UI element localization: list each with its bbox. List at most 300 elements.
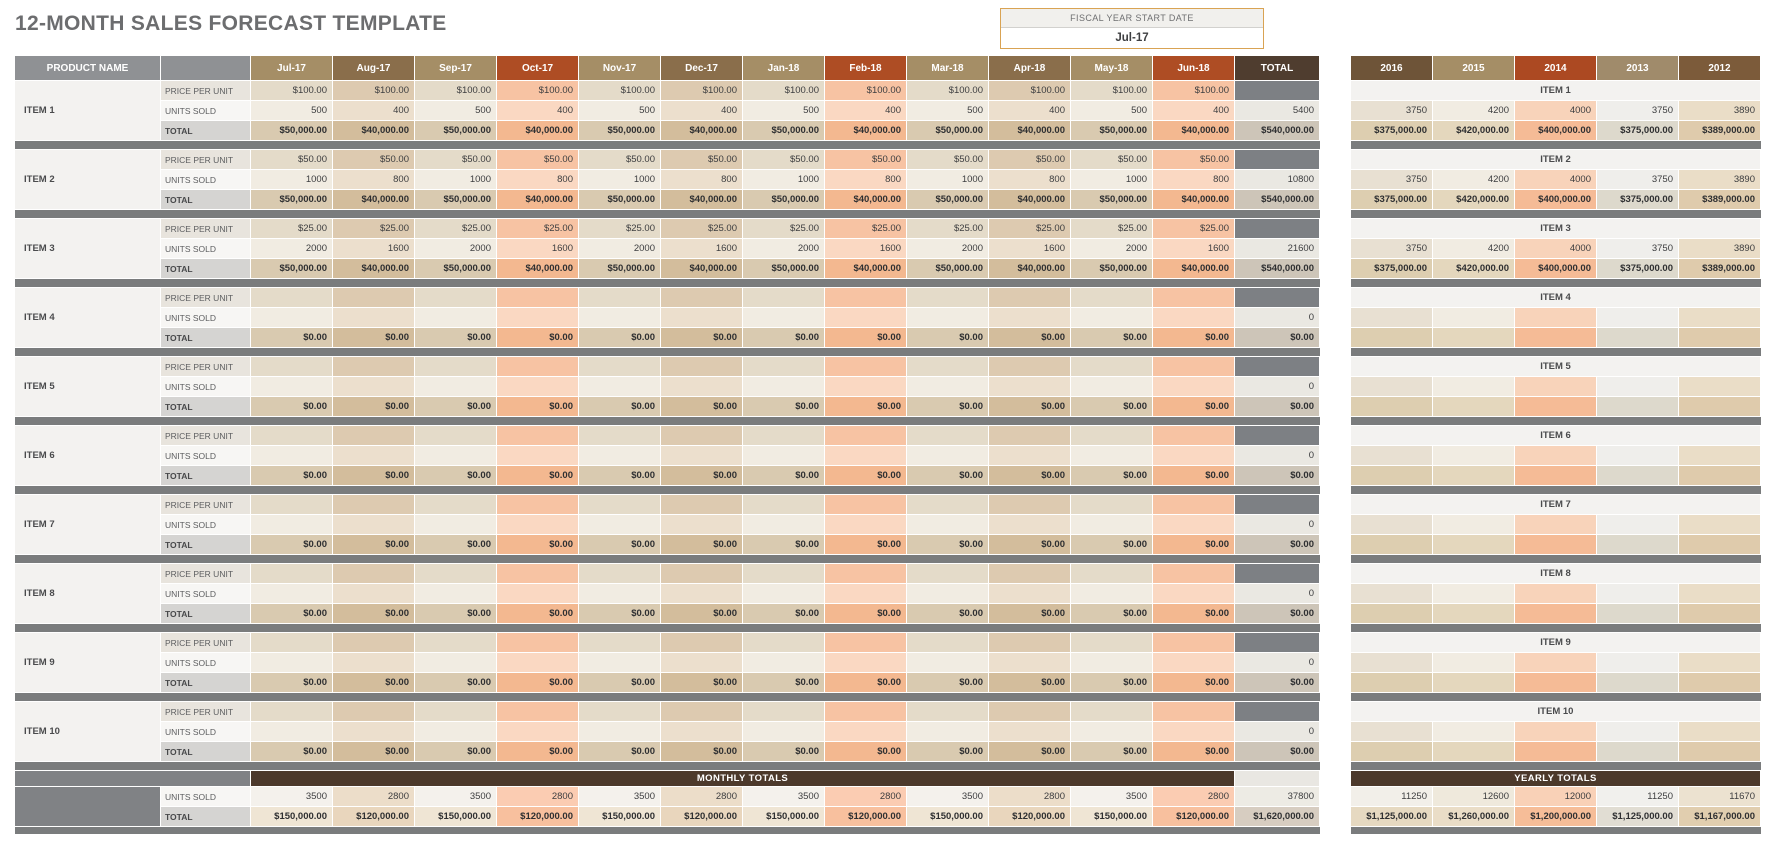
price-cell[interactable]: $50.00 (661, 150, 743, 170)
units-cell[interactable] (333, 446, 415, 466)
units-cell[interactable] (415, 653, 497, 673)
units-cell[interactable]: 800 (333, 170, 415, 190)
price-cell[interactable]: $50.00 (497, 150, 579, 170)
units-cell[interactable] (743, 584, 825, 604)
price-cell[interactable] (333, 633, 415, 653)
units-cell[interactable] (907, 584, 989, 604)
units-total-cell[interactable]: 0 (1235, 722, 1320, 742)
units-cell[interactable] (579, 515, 661, 535)
price-cell[interactable] (907, 702, 989, 722)
total-cell[interactable]: $0.00 (825, 466, 907, 486)
units-cell[interactable] (333, 722, 415, 742)
units-cell[interactable] (989, 377, 1071, 397)
monthly-units-cell[interactable]: 3500 (579, 787, 661, 807)
price-cell[interactable] (1153, 426, 1235, 446)
history-units-cell[interactable] (1679, 722, 1761, 742)
price-cell[interactable] (497, 564, 579, 584)
history-total-cell[interactable]: $420,000.00 (1433, 190, 1515, 210)
history-total-cell[interactable] (1351, 535, 1433, 555)
price-cell[interactable] (1071, 702, 1153, 722)
price-cell[interactable] (579, 564, 661, 584)
units-cell[interactable] (989, 515, 1071, 535)
total-cell[interactable]: $0.00 (415, 397, 497, 417)
total-cell[interactable]: $0.00 (743, 742, 825, 762)
units-cell[interactable] (415, 377, 497, 397)
total-cell[interactable]: $0.00 (907, 535, 989, 555)
history-total-cell[interactable] (1679, 466, 1761, 486)
history-units-cell[interactable]: 3750 (1351, 101, 1433, 121)
history-units-cell[interactable]: 3750 (1597, 170, 1679, 190)
total-cell[interactable]: $0.00 (1153, 535, 1235, 555)
total-cell[interactable]: $0.00 (825, 328, 907, 348)
history-total-cell[interactable] (1515, 466, 1597, 486)
price-cell[interactable] (661, 633, 743, 653)
price-cell[interactable]: $25.00 (989, 219, 1071, 239)
yearly-units-cell[interactable]: 11250 (1597, 787, 1679, 807)
units-cell[interactable] (989, 653, 1071, 673)
total-cell[interactable]: $0.00 (825, 673, 907, 693)
units-cell[interactable]: 1600 (989, 239, 1071, 259)
history-total-cell[interactable] (1515, 673, 1597, 693)
history-total-cell[interactable] (1515, 535, 1597, 555)
units-cell[interactable] (825, 446, 907, 466)
total-cell[interactable]: $0.00 (661, 397, 743, 417)
history-total-cell[interactable]: $400,000.00 (1515, 190, 1597, 210)
total-cell[interactable]: $0.00 (907, 328, 989, 348)
price-cell[interactable]: $25.00 (1153, 219, 1235, 239)
units-cell[interactable] (907, 515, 989, 535)
units-cell[interactable] (661, 653, 743, 673)
history-units-cell[interactable] (1597, 722, 1679, 742)
history-total-cell[interactable] (1515, 397, 1597, 417)
units-cell[interactable] (907, 722, 989, 742)
units-cell[interactable] (415, 515, 497, 535)
price-cell[interactable] (743, 564, 825, 584)
history-units-cell[interactable] (1433, 308, 1515, 328)
grand-total-cell[interactable]: $0.00 (1235, 397, 1320, 417)
history-total-cell[interactable] (1597, 604, 1679, 624)
total-cell[interactable]: $50,000.00 (415, 121, 497, 141)
total-cell[interactable]: $0.00 (333, 604, 415, 624)
price-cell[interactable] (907, 426, 989, 446)
total-cell[interactable]: $40,000.00 (989, 259, 1071, 279)
history-units-cell[interactable] (1597, 308, 1679, 328)
price-cell[interactable] (333, 357, 415, 377)
price-cell[interactable]: $100.00 (251, 81, 333, 101)
monthly-total-cell[interactable]: $120,000.00 (989, 807, 1071, 827)
history-total-cell[interactable]: $420,000.00 (1433, 121, 1515, 141)
price-cell[interactable] (661, 702, 743, 722)
total-cell[interactable]: $0.00 (415, 604, 497, 624)
price-cell[interactable] (825, 426, 907, 446)
price-cell[interactable]: $25.00 (825, 219, 907, 239)
total-cell[interactable]: $40,000.00 (825, 259, 907, 279)
price-cell[interactable] (989, 426, 1071, 446)
history-total-cell[interactable] (1351, 466, 1433, 486)
units-cell[interactable] (661, 377, 743, 397)
monthly-total-cell[interactable]: $150,000.00 (251, 807, 333, 827)
price-cell[interactable]: $100.00 (1071, 81, 1153, 101)
units-total-cell[interactable]: 0 (1235, 377, 1320, 397)
units-cell[interactable]: 1000 (743, 170, 825, 190)
history-total-cell[interactable] (1351, 397, 1433, 417)
price-cell[interactable] (251, 426, 333, 446)
history-total-cell[interactable] (1679, 673, 1761, 693)
price-cell[interactable] (1071, 633, 1153, 653)
units-cell[interactable]: 400 (1153, 101, 1235, 121)
units-cell[interactable] (661, 584, 743, 604)
units-cell[interactable] (825, 515, 907, 535)
units-cell[interactable]: 2000 (251, 239, 333, 259)
history-units-cell[interactable] (1433, 515, 1515, 535)
monthly-units-cell[interactable]: 2800 (497, 787, 579, 807)
item-name-cell[interactable]: ITEM 2 (15, 150, 161, 210)
monthly-total-cell[interactable]: $120,000.00 (825, 807, 907, 827)
units-cell[interactable] (251, 722, 333, 742)
history-units-cell[interactable]: 4200 (1433, 101, 1515, 121)
total-cell[interactable]: $50,000.00 (579, 190, 661, 210)
price-cell[interactable]: $50.00 (415, 150, 497, 170)
history-total-cell[interactable] (1597, 328, 1679, 348)
total-cell[interactable]: $40,000.00 (661, 121, 743, 141)
history-total-cell[interactable]: $375,000.00 (1597, 121, 1679, 141)
total-cell[interactable]: $0.00 (251, 742, 333, 762)
units-cell[interactable]: 400 (825, 101, 907, 121)
total-cell[interactable]: $40,000.00 (825, 190, 907, 210)
price-cell[interactable] (989, 702, 1071, 722)
price-cell[interactable] (415, 495, 497, 515)
monthly-total-cell[interactable]: $150,000.00 (1071, 807, 1153, 827)
grand-total-cell[interactable]: $0.00 (1235, 604, 1320, 624)
price-cell[interactable] (1153, 564, 1235, 584)
units-cell[interactable] (333, 308, 415, 328)
history-total-cell[interactable] (1597, 673, 1679, 693)
history-total-cell[interactable]: $389,000.00 (1679, 121, 1761, 141)
monthly-units-cell[interactable]: 2800 (1153, 787, 1235, 807)
yearly-units-cell[interactable]: 12000 (1515, 787, 1597, 807)
price-cell[interactable] (989, 564, 1071, 584)
fiscal-year-value[interactable]: Jul-17 (1115, 32, 1149, 44)
units-cell[interactable] (661, 515, 743, 535)
total-cell[interactable]: $0.00 (1071, 604, 1153, 624)
units-cell[interactable] (989, 308, 1071, 328)
units-cell[interactable] (415, 722, 497, 742)
total-cell[interactable]: $0.00 (743, 535, 825, 555)
total-cell[interactable]: $0.00 (743, 397, 825, 417)
history-units-cell[interactable] (1679, 446, 1761, 466)
history-units-cell[interactable] (1351, 584, 1433, 604)
units-cell[interactable] (1153, 515, 1235, 535)
price-cell[interactable]: $50.00 (251, 150, 333, 170)
total-cell[interactable]: $50,000.00 (743, 190, 825, 210)
price-cell[interactable] (579, 288, 661, 308)
units-cell[interactable] (1153, 584, 1235, 604)
units-cell[interactable] (251, 584, 333, 604)
price-cell[interactable]: $25.00 (743, 219, 825, 239)
total-cell[interactable]: $0.00 (251, 466, 333, 486)
total-cell[interactable]: $40,000.00 (825, 121, 907, 141)
price-cell[interactable]: $100.00 (989, 81, 1071, 101)
units-cell[interactable] (743, 308, 825, 328)
price-cell[interactable] (743, 702, 825, 722)
history-units-cell[interactable]: 3890 (1679, 239, 1761, 259)
units-cell[interactable] (907, 653, 989, 673)
price-cell[interactable] (415, 633, 497, 653)
history-total-cell[interactable] (1597, 397, 1679, 417)
monthly-units-cell[interactable]: 2800 (989, 787, 1071, 807)
grand-total-cell[interactable]: $0.00 (1235, 466, 1320, 486)
monthly-total-cell[interactable]: $150,000.00 (743, 807, 825, 827)
price-cell[interactable] (497, 633, 579, 653)
total-cell[interactable]: $0.00 (743, 673, 825, 693)
units-cell[interactable]: 800 (989, 170, 1071, 190)
total-cell[interactable]: $50,000.00 (251, 121, 333, 141)
total-cell[interactable]: $0.00 (743, 466, 825, 486)
monthly-grand-total-cell[interactable]: $1,620,000.00 (1235, 807, 1320, 827)
units-total-cell[interactable]: 5400 (1235, 101, 1320, 121)
price-cell[interactable]: $50.00 (1071, 150, 1153, 170)
price-cell[interactable] (825, 357, 907, 377)
history-units-cell[interactable] (1515, 377, 1597, 397)
total-cell[interactable]: $0.00 (579, 673, 661, 693)
total-cell[interactable]: $0.00 (989, 673, 1071, 693)
total-cell[interactable]: $50,000.00 (579, 121, 661, 141)
total-cell[interactable]: $0.00 (251, 397, 333, 417)
units-cell[interactable]: 400 (661, 101, 743, 121)
history-units-cell[interactable] (1597, 377, 1679, 397)
units-cell[interactable] (497, 584, 579, 604)
grand-total-cell[interactable]: $540,000.00 (1235, 121, 1320, 141)
history-total-cell[interactable] (1351, 604, 1433, 624)
monthly-total-cell[interactable]: $150,000.00 (415, 807, 497, 827)
price-cell[interactable]: $100.00 (1153, 81, 1235, 101)
units-total-cell[interactable]: 0 (1235, 515, 1320, 535)
price-cell[interactable] (907, 633, 989, 653)
price-cell[interactable] (251, 633, 333, 653)
price-cell[interactable] (743, 288, 825, 308)
history-total-cell[interactable] (1433, 328, 1515, 348)
monthly-total-cell[interactable]: $120,000.00 (333, 807, 415, 827)
history-units-cell[interactable] (1597, 446, 1679, 466)
price-cell[interactable] (333, 288, 415, 308)
total-cell[interactable]: $0.00 (579, 604, 661, 624)
total-cell[interactable]: $0.00 (497, 742, 579, 762)
history-total-cell[interactable]: $389,000.00 (1679, 259, 1761, 279)
price-cell[interactable] (333, 564, 415, 584)
price-cell[interactable] (743, 426, 825, 446)
price-cell[interactable] (415, 357, 497, 377)
total-cell[interactable]: $0.00 (333, 397, 415, 417)
total-cell[interactable]: $0.00 (989, 604, 1071, 624)
total-cell[interactable]: $0.00 (743, 604, 825, 624)
history-total-cell[interactable]: $400,000.00 (1515, 121, 1597, 141)
price-cell[interactable] (251, 702, 333, 722)
units-cell[interactable] (661, 308, 743, 328)
total-cell[interactable]: $0.00 (415, 673, 497, 693)
item-name-cell[interactable]: ITEM 9 (15, 633, 161, 693)
price-cell[interactable] (497, 288, 579, 308)
history-total-cell[interactable] (1433, 604, 1515, 624)
price-cell[interactable]: $50.00 (989, 150, 1071, 170)
total-cell[interactable]: $50,000.00 (251, 259, 333, 279)
price-cell[interactable] (1153, 495, 1235, 515)
units-cell[interactable] (579, 446, 661, 466)
units-cell[interactable] (1071, 308, 1153, 328)
units-cell[interactable] (1153, 308, 1235, 328)
total-cell[interactable]: $0.00 (497, 535, 579, 555)
price-cell[interactable] (497, 495, 579, 515)
units-cell[interactable] (497, 515, 579, 535)
item-name-cell[interactable]: ITEM 5 (15, 357, 161, 417)
history-units-cell[interactable]: 4200 (1433, 170, 1515, 190)
total-cell[interactable]: $40,000.00 (989, 190, 1071, 210)
total-cell[interactable]: $50,000.00 (1071, 190, 1153, 210)
units-cell[interactable] (1071, 584, 1153, 604)
history-units-cell[interactable]: 3750 (1597, 101, 1679, 121)
units-cell[interactable] (1153, 653, 1235, 673)
history-total-cell[interactable] (1515, 742, 1597, 762)
total-cell[interactable]: $0.00 (825, 397, 907, 417)
units-cell[interactable] (825, 653, 907, 673)
units-cell[interactable]: 800 (497, 170, 579, 190)
total-cell[interactable]: $0.00 (497, 673, 579, 693)
price-cell[interactable] (907, 564, 989, 584)
total-cell[interactable]: $50,000.00 (907, 259, 989, 279)
item-name-cell[interactable]: ITEM 6 (15, 426, 161, 486)
total-cell[interactable]: $0.00 (1071, 673, 1153, 693)
history-units-cell[interactable] (1679, 377, 1761, 397)
units-cell[interactable]: 1600 (825, 239, 907, 259)
total-cell[interactable]: $0.00 (251, 535, 333, 555)
price-cell[interactable] (743, 357, 825, 377)
price-cell[interactable] (1071, 495, 1153, 515)
price-cell[interactable] (251, 357, 333, 377)
price-cell[interactable] (989, 357, 1071, 377)
units-cell[interactable] (743, 377, 825, 397)
history-units-cell[interactable] (1515, 308, 1597, 328)
units-cell[interactable]: 500 (907, 101, 989, 121)
units-cell[interactable] (989, 446, 1071, 466)
units-total-cell[interactable]: 0 (1235, 653, 1320, 673)
units-cell[interactable] (497, 722, 579, 742)
units-cell[interactable]: 1600 (497, 239, 579, 259)
units-cell[interactable] (251, 377, 333, 397)
history-units-cell[interactable] (1679, 653, 1761, 673)
price-cell[interactable] (579, 495, 661, 515)
price-cell[interactable] (579, 702, 661, 722)
price-cell[interactable] (415, 288, 497, 308)
price-cell[interactable]: $25.00 (1071, 219, 1153, 239)
units-total-cell[interactable]: 10800 (1235, 170, 1320, 190)
price-cell[interactable] (415, 702, 497, 722)
monthly-units-cell[interactable]: 3500 (743, 787, 825, 807)
history-total-cell[interactable]: $375,000.00 (1351, 259, 1433, 279)
monthly-total-cell[interactable]: $120,000.00 (1153, 807, 1235, 827)
units-cell[interactable]: 1600 (333, 239, 415, 259)
total-cell[interactable]: $40,000.00 (1153, 190, 1235, 210)
price-cell[interactable] (415, 426, 497, 446)
total-cell[interactable]: $50,000.00 (743, 259, 825, 279)
total-cell[interactable]: $0.00 (825, 742, 907, 762)
total-cell[interactable]: $0.00 (333, 535, 415, 555)
total-cell[interactable]: $40,000.00 (497, 121, 579, 141)
units-cell[interactable] (743, 446, 825, 466)
history-total-cell[interactable]: $375,000.00 (1351, 190, 1433, 210)
price-cell[interactable] (743, 495, 825, 515)
history-total-cell[interactable] (1679, 604, 1761, 624)
total-cell[interactable]: $0.00 (497, 466, 579, 486)
price-cell[interactable]: $25.00 (333, 219, 415, 239)
yearly-units-cell[interactable]: 12600 (1433, 787, 1515, 807)
units-cell[interactable] (825, 722, 907, 742)
units-total-cell[interactable]: 0 (1235, 584, 1320, 604)
total-cell[interactable]: $0.00 (1153, 466, 1235, 486)
total-cell[interactable]: $0.00 (579, 742, 661, 762)
history-units-cell[interactable]: 4000 (1515, 170, 1597, 190)
grand-total-cell[interactable]: $0.00 (1235, 742, 1320, 762)
history-units-cell[interactable]: 4000 (1515, 239, 1597, 259)
price-cell[interactable] (825, 288, 907, 308)
price-cell[interactable]: $100.00 (579, 81, 661, 101)
total-cell[interactable]: $0.00 (825, 604, 907, 624)
price-cell[interactable] (825, 564, 907, 584)
history-units-cell[interactable] (1679, 308, 1761, 328)
total-cell[interactable]: $0.00 (333, 673, 415, 693)
units-cell[interactable] (907, 308, 989, 328)
units-cell[interactable] (579, 377, 661, 397)
history-total-cell[interactable]: $375,000.00 (1597, 190, 1679, 210)
total-cell[interactable]: $0.00 (579, 466, 661, 486)
units-cell[interactable]: 2000 (743, 239, 825, 259)
total-cell[interactable]: $0.00 (1071, 328, 1153, 348)
price-cell[interactable]: $100.00 (497, 81, 579, 101)
price-cell[interactable] (907, 288, 989, 308)
history-total-cell[interactable]: $420,000.00 (1433, 259, 1515, 279)
price-cell[interactable] (1153, 357, 1235, 377)
price-cell[interactable] (579, 357, 661, 377)
yearly-total-cell[interactable]: $1,200,000.00 (1515, 807, 1597, 827)
total-cell[interactable]: $0.00 (415, 742, 497, 762)
history-units-cell[interactable] (1351, 308, 1433, 328)
units-cell[interactable] (579, 308, 661, 328)
item-name-cell[interactable]: ITEM 10 (15, 702, 161, 762)
history-total-cell[interactable] (1515, 328, 1597, 348)
total-cell[interactable]: $0.00 (251, 673, 333, 693)
history-total-cell[interactable] (1679, 535, 1761, 555)
price-cell[interactable]: $50.00 (579, 150, 661, 170)
total-cell[interactable]: $0.00 (1153, 742, 1235, 762)
units-cell[interactable] (333, 515, 415, 535)
units-cell[interactable] (743, 515, 825, 535)
units-cell[interactable] (743, 722, 825, 742)
price-cell[interactable]: $100.00 (825, 81, 907, 101)
history-units-cell[interactable] (1351, 377, 1433, 397)
price-cell[interactable] (989, 288, 1071, 308)
total-cell[interactable]: $0.00 (415, 328, 497, 348)
history-units-cell[interactable] (1433, 722, 1515, 742)
yearly-total-cell[interactable]: $1,125,000.00 (1597, 807, 1679, 827)
history-total-cell[interactable] (1515, 604, 1597, 624)
history-units-cell[interactable] (1597, 515, 1679, 535)
history-total-cell[interactable] (1597, 535, 1679, 555)
units-cell[interactable]: 500 (415, 101, 497, 121)
monthly-units-grand-cell[interactable]: 37800 (1235, 787, 1320, 807)
units-cell[interactable]: 800 (1153, 170, 1235, 190)
total-cell[interactable]: $0.00 (907, 466, 989, 486)
total-cell[interactable]: $0.00 (497, 328, 579, 348)
price-cell[interactable] (1153, 702, 1235, 722)
history-units-cell[interactable]: 4200 (1433, 239, 1515, 259)
